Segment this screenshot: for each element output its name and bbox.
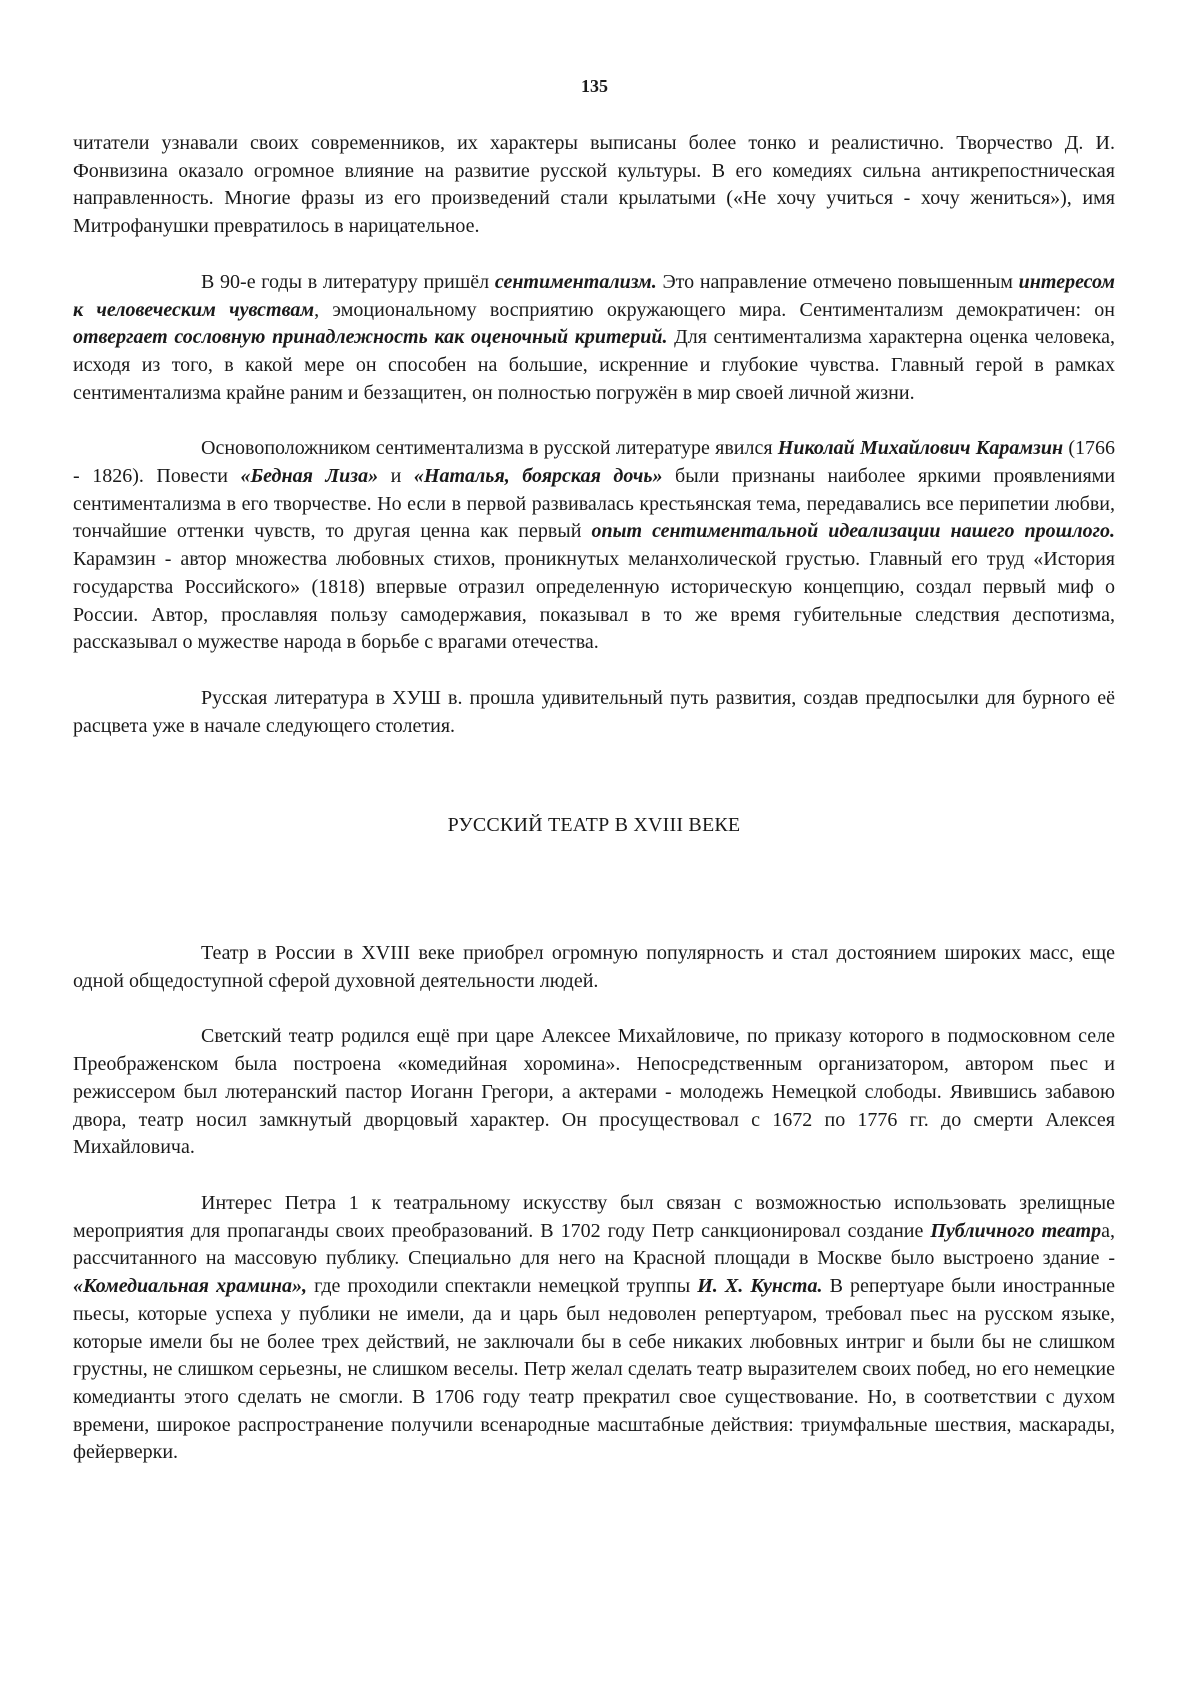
body-text: [73, 130, 1115, 1467]
paragraph-text: Интерес Петра 1 к театральному искусству был связан с возможностью использовать зрелищные мероприятия для пропаганды своих преобразований. В 1702 году Петр санкционировал создание: [73, 1191, 1115, 1242]
paragraph-text: читатели узнавали своих современников, их характеры выписаны более тонко и реалистично. Творчество Д. И. Фонвизина оказало огромное влияние на развитие русской культуры. В его комедиях сильна антикрепостническая направленность. Многие фразы из его произведений стали крылатыми («Не хочу учиться - хочу жениться»), имя Митрофанушки превратилось в нарицательное.: [73, 132, 1115, 238]
emphasis-text: опыт сентиментальной идеализации нашего прошлого.: [591, 520, 1115, 543]
paragraph-text: Русская литература в ХУШ в. прошла удивительный путь развития, создав предпосылки для бурного её расцвета уже в начале следующего столетия.: [73, 686, 1115, 737]
paragraph-text: В репертуаре были иностранные пьесы, которые успеха у публики не имели, да и царь был недоволен репертуаром, требовал пьес на русском языке, которые имели бы не более трех действий, не заключали бы в себе никаких любовных интриг и были бы не слишком грустны, не слишком серьезны, не слишком веселы. Петр желал сделать театр выразителем своих побед, но его немецкие комедианты этого сделать не смогли. В 1706 году театр прекратил свое существование. Но, в соответствии с духом времени, широкое распространение получили всенародные масштабные действия: триумфальные шествия, маскарады, фейерверки.: [73, 1275, 1116, 1464]
emphasis-text: Николай Михайлович Карамзин: [777, 437, 1064, 460]
emphasis-text: «Комедиальная храмина»,: [73, 1275, 308, 1298]
paragraph: [73, 940, 1115, 995]
paragraph-text: были признаны наиболее яркими проявлениями сентиментализма в его творчестве. Но если в первой развивалась крестьянская тема, передавались все перипетии любви, тончайшие оттенки чувств, то другая ценна как первый: [73, 465, 1116, 543]
emphasis-text: «Наталья, боярская дочь»: [413, 465, 663, 488]
paragraph: [73, 1190, 1115, 1467]
page-number: 135: [581, 76, 608, 96]
paragraph-text: В 90-е годы в литературу пришёл: [201, 270, 495, 293]
paragraph: [73, 1023, 1115, 1162]
emphasis-text: сентиментализм.: [494, 270, 657, 293]
paragraph-text: Это направление отмечено повышенным: [656, 270, 1019, 293]
emphasis-text: отвергает сословную принадлежность как оценочный критерий.: [73, 326, 668, 349]
emphasis-text: И. Х. Кунста.: [697, 1275, 823, 1298]
paragraph: [73, 435, 1115, 657]
emphasis-text: «Бедная Лиза»: [240, 465, 379, 488]
paragraph-text: где проходили спектакли немецкой труппы: [307, 1275, 698, 1298]
paragraph-text: Для сентиментализма характерна оценка человека, исходя из того, в какой мере он способен на большие, искренние и глубокие чувства. Главный герой в рамках сентиментализма крайне раним и беззащитен, он полностью погружён в мир своей личной жизни.: [73, 326, 1116, 404]
paragraph-text: Светский театр родился ещё при царе Алексее Михайловиче, по приказу которого в подмосковном селе Преображенском была построена «комедийная хоромина». Непосредственным организатором, автором пьес и режиссером был лютеранский пастор Иоганн Грегори, а актерами - молодежь Немецкой слободы. Явившись забавою двора, театр носил замкнутый дворцовый характер. Он просуществовал с 1672 по 1776 гг. до смерти Алексея Михайловича.: [73, 1025, 1115, 1159]
paragraph: [73, 130, 1115, 241]
paragraph: [73, 685, 1115, 740]
emphasis-text: Публичного театр: [930, 1219, 1102, 1242]
paragraph: [73, 269, 1115, 408]
paragraph-text: (1766 - 1826). Повести: [73, 437, 1115, 488]
emphasis-text: интересом к человеческим чувствам: [73, 270, 1115, 321]
paragraph-text: и: [378, 465, 414, 488]
section-title: РУССКИЙ ТЕАТР В XVIII ВЕКЕ: [447, 814, 741, 837]
paragraph-text: а, рассчитанного на массовую публику. Специально для него на Красной площади в Москве было выстроено здание -: [73, 1219, 1115, 1270]
paragraph-text: Театр в России в XVIII веке приобрел огромную популярность и стал достоянием широких масс, еще одной общедоступной сферой духовной деятельности людей.: [73, 942, 1115, 992]
paragraph-text: Основоположником сентиментализма в русской литературе явился: [201, 437, 778, 460]
paragraph-text: Карамзин - автор множества любовных стихов, проникнутых меланхолической грустью. Главный его труд «История государства Российского» (1818) впервые отразил определенную историческую концепцию, создал первый миф о России. Автор, прославляя пользу самодержавия, показывал в то же время губительные следствия деспотизма, рассказывал о мужестве народа в борьбе с врагами отечества.: [73, 548, 1115, 654]
paragraph-text: , эмоциональному восприятию окружающего мира. Сентиментализм демократичен: он: [314, 298, 1115, 321]
